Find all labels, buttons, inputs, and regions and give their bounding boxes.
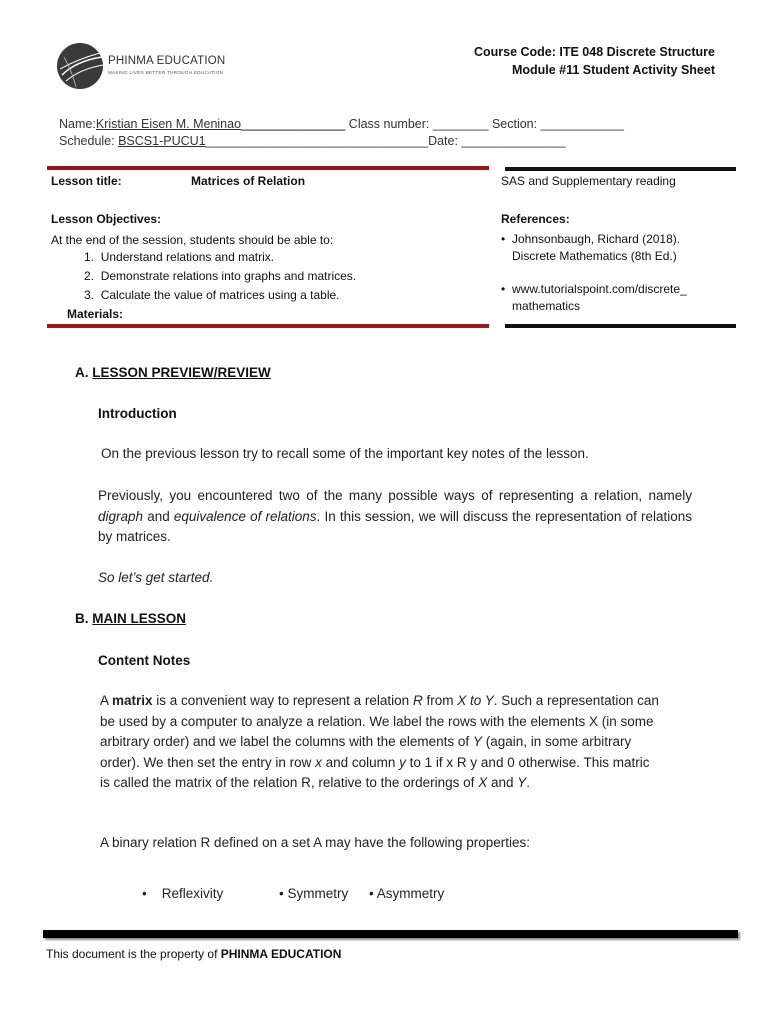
- objective-text: Calculate the value of matrices using a table.: [100, 288, 340, 302]
- course-code: Course Code: ITE 048 Discrete Structure: [473, 45, 715, 59]
- objectives-label: Lesson Objectives:: [51, 212, 162, 226]
- sas-text: SAS and Supplementary reading: [501, 174, 676, 188]
- objective-text: Demonstrate relations into graphs and matrices.: [100, 269, 357, 283]
- text: to 1 if x R y and 0 otherwise. This matric is called the matrix of the relation R, relative to the orderings of: [100, 754, 650, 790]
- black-bar-bottom: [505, 324, 736, 328]
- var: x: [315, 754, 322, 770]
- materials-label: Materials:: [67, 307, 124, 321]
- footer-bar: [43, 930, 738, 938]
- text: . In this session, we will discuss the representation of relations by matrices.: [98, 508, 693, 544]
- section-letter: A.: [75, 365, 93, 380]
- course-header: [474, 43, 715, 79]
- text: .: [526, 775, 531, 790]
- schedule-value: BSCS1-PUCU1: [118, 134, 206, 148]
- name-row: [59, 117, 624, 131]
- binary-relation-text: A binary relation R defined on a set A may have the following properties:: [100, 835, 531, 850]
- matrix-term: matrix: [112, 693, 153, 708]
- red-bar-bottom: [47, 324, 489, 328]
- red-bar-top: [47, 166, 489, 170]
- previously-paragraph: [98, 486, 692, 548]
- class-number-label: Class number: ________: [345, 117, 492, 131]
- section-a-title: LESSON PREVIEW/REVIEW: [92, 365, 271, 380]
- objective-item: 2. Demonstrate relations into graphs and matrices.: [84, 269, 357, 283]
- objective-item: 3. Calculate the value of matrices using a table.: [84, 288, 340, 302]
- text: A: [100, 693, 113, 708]
- section-b-heading: [75, 611, 186, 626]
- reference-text: Johnsonbaugh, Richard (2018). Discrete Mathematics (8th Ed.): [512, 232, 681, 263]
- date-label: Date: _______________: [428, 134, 566, 148]
- logo-name: PHINMA EDUCATION: [108, 55, 226, 67]
- objective-text: Understand relations and matrix.: [100, 250, 275, 264]
- property-text: Symmetry: [287, 886, 349, 901]
- logo-tagline: MAKING LIVES BETTER THROUGH EDUCATION: [108, 70, 224, 75]
- var: R: [412, 693, 423, 708]
- introduction-heading: Introduction: [98, 406, 177, 421]
- name-label: Name:: [59, 117, 96, 131]
- section-a-heading: [75, 365, 271, 380]
- bullet-icon: •: [501, 282, 506, 296]
- equivalence-term: equivalence of relations: [173, 508, 317, 524]
- section-letter: B.: [75, 611, 93, 626]
- name-value: Kristian Eisen M. Meninao: [95, 117, 242, 131]
- property-item: • Reflexivity: [142, 886, 224, 901]
- text: and: [143, 508, 174, 524]
- text: and: [487, 775, 518, 790]
- reference-item: [501, 231, 726, 265]
- var: Y: [517, 775, 527, 790]
- text: is a convenient way to represent a relation: [152, 693, 413, 708]
- schedule-blank: ________________________________: [205, 134, 429, 148]
- objective-item: 1. Understand relations and matrix.: [84, 250, 275, 264]
- phinma-logo: [56, 41, 236, 91]
- schedule-row: [59, 134, 566, 148]
- property-text: Asymmetry: [376, 886, 445, 901]
- matrix-paragraph: [100, 691, 660, 794]
- section-label: Section: ____________: [491, 117, 624, 131]
- footer-company: PHINMA EDUCATION: [220, 947, 342, 961]
- name-blank: _______________: [241, 117, 346, 131]
- property-item: • Symmetry: [279, 886, 349, 901]
- bullet-icon: •: [501, 232, 506, 246]
- reference-text: www.tutorialspoint.com/discrete_ mathematics: [512, 282, 687, 313]
- property-text: Reflexivity: [161, 886, 224, 901]
- lesson-title-label: Lesson title:: [51, 174, 122, 188]
- get-started-text: So let’s get started.: [98, 570, 214, 585]
- objectives-intro: At the end of the session, students should be able to:: [51, 233, 334, 247]
- content-notes-heading: Content Notes: [98, 653, 191, 668]
- black-bar-top: [505, 167, 736, 171]
- intro-paragraph: On the previous lesson try to recall some of the important key notes of the lesson.: [101, 446, 589, 461]
- text: and column: [321, 754, 400, 770]
- footer-label: This document is the property of: [46, 947, 221, 961]
- references-label: References:: [501, 212, 570, 226]
- text: (again, in some arbitrary order). We then set the entry in row: [100, 734, 632, 770]
- footer-text: [46, 947, 341, 961]
- lesson-title-value: Matrices of Relation: [191, 174, 306, 188]
- section-b-title: MAIN LESSON: [92, 611, 187, 626]
- property-item: • Asymmetry: [369, 886, 445, 901]
- text: Previously, you encountered two of the many possible ways of representing a relation, namely: [98, 488, 692, 503]
- globe-logo-icon: [56, 41, 106, 91]
- var: y: [399, 754, 406, 770]
- var: X to Y: [457, 693, 494, 708]
- digraph-term: digraph: [98, 508, 144, 524]
- text: . Such a representation can be used by a computer to analyze a relation. We label the rows with the elements X (in some arbitrary order) and we label the columns with the elements of: [100, 693, 659, 749]
- var: X: [478, 775, 488, 790]
- text: from: [422, 693, 458, 708]
- reference-item: [501, 281, 726, 315]
- schedule-label: Schedule:: [59, 134, 119, 148]
- module-title: Module #11 Student Activity Sheet: [511, 63, 715, 77]
- var: Y: [472, 734, 482, 749]
